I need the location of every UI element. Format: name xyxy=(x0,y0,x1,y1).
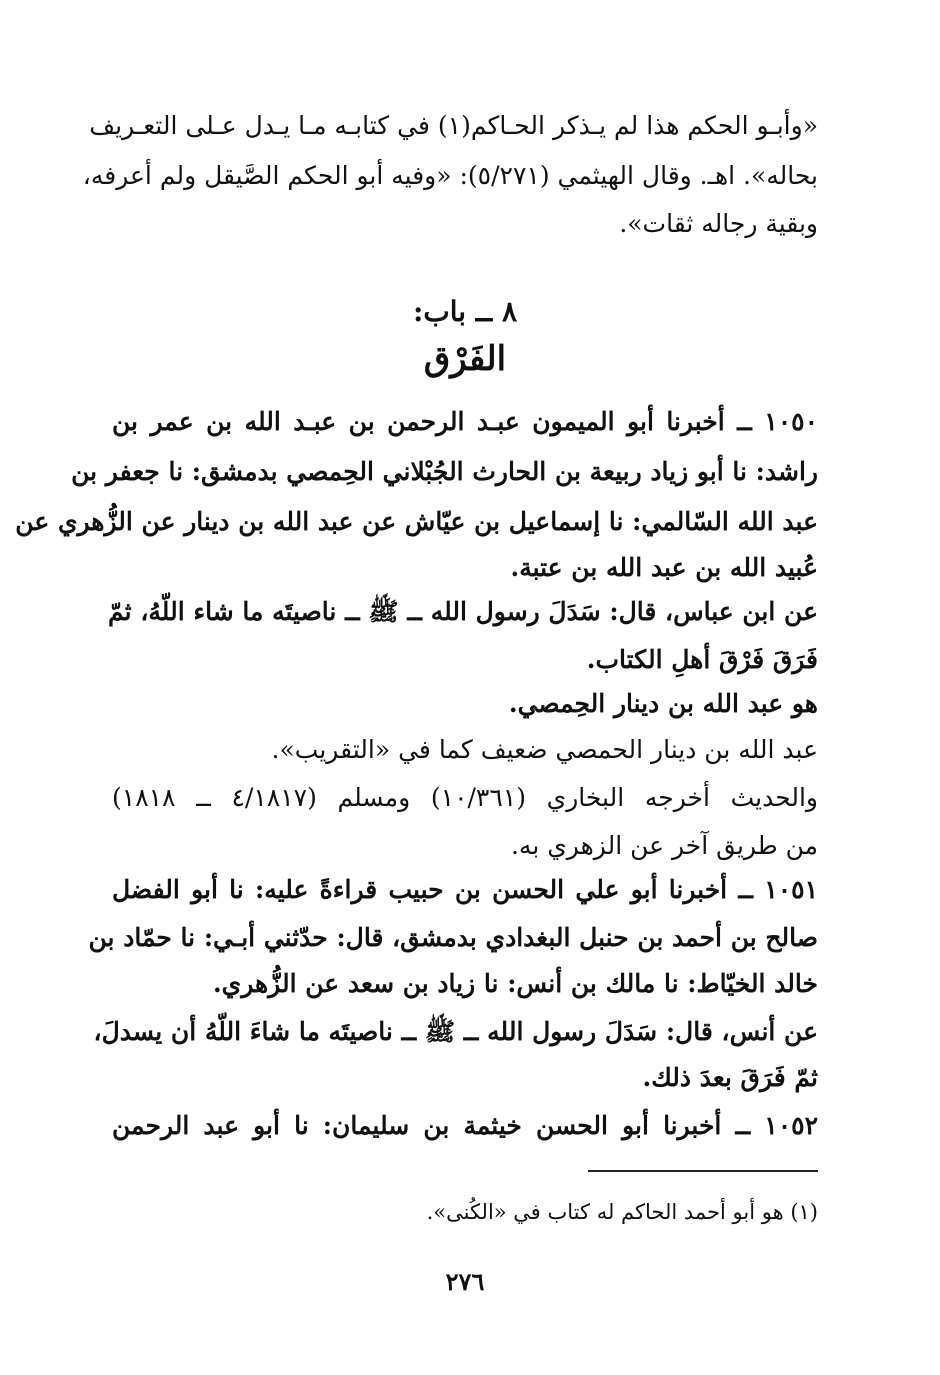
commentary-grading: عبد الله بن دينار الحمصي ضعيف كما في «التقريب». xyxy=(271,735,818,764)
chapter-title: الفَرْق xyxy=(423,339,507,379)
hadith-1050-matn-line-1: عن ابن عباس، قال: سَدَلَ رسول الله ــ ﷺ ــ ناصيتَه ما شاء اللّهُ، ثمّ xyxy=(108,597,818,626)
hadith-1051-matn-line-2: ثمّ فَرَقَ بعدَ ذلك. xyxy=(642,1063,818,1092)
hadith-1050-isnad-line-2: راشد: نا أبو زياد ربيعة بن الحارث الجُبْلاني الحِمصي بدمشق: نا جعفر بن xyxy=(71,457,818,486)
hadith-1050-isnad-line-1: ١٠٥٠ ــ أخبرنا أبو الميمون عبـد الرحمن بن عبـد الله بن عمر بن xyxy=(112,407,818,436)
hadith-1051-isnad-line-3: خالد الخيّاط: نا مالك بن أنس: نا زياد بن سعد عن الزُّهري. xyxy=(212,969,818,998)
intro-line-3: وبقية رجاله ثقات». xyxy=(619,209,818,238)
intro-line-1: «وأبـو الحكم هذا لم يـذكر الحـاكم(١) في كتابـه مـا يـدل عـلى التعـريف xyxy=(89,111,818,140)
hadith-1051-isnad-line-2: صالح بن أحمد بن حنبل البغدادي بدمشق، قال: حدّثني أبـي: نا حمّاد بن xyxy=(88,923,818,952)
footnote-divider xyxy=(588,1170,818,1172)
hadith-1052-isnad-line-1: ١٠٥٢ ــ أخبرنا أبو الحسن خيثمة بن سليمان: نا أبو عبد الرحمن xyxy=(112,1111,818,1140)
page-number: ٢٧٦ xyxy=(445,1267,485,1296)
hadith-1051-isnad-line-1: ١٠٥١ ــ أخبرنا أبو علي الحسن بن حبيب قراءةً عليه: نا أبو الفضل xyxy=(112,875,818,904)
takhrij-line-1: والحديث أخرجه البخاري (١٠/٣٦١) ومسلم (٤/١٨١٧ ــ ١٨١٨) xyxy=(112,783,818,812)
footnote: (١) هو أبو أحمد الحاكم له كتاب في «الكُنى». xyxy=(426,1200,818,1224)
takhrij-line-2: من طريق آخر عن الزهري به. xyxy=(510,831,818,860)
hadith-1050-matn-line-2: فَرَقَ فَرْقَ أهلِ الكتاب. xyxy=(586,645,818,674)
chapter-number: ٨ ــ باب: xyxy=(413,295,517,328)
hadith-1050-isnad-line-3: عبد الله السّالمي: نا إسماعيل بن عيّاش عن عبد الله بن دينار عن الزُّهري عن xyxy=(15,507,818,536)
commentary-bold-note: هو عبد الله بن دينار الحِمصي. xyxy=(508,689,818,718)
hadith-1050-isnad-line-4: عُبيد الله بن عبد الله بن عتبة. xyxy=(510,553,818,582)
intro-line-2: بحاله». اهـ. وقال الهيثمي (٥/٢٧١): «وفيه أبو الحكم الصَّيقل ولم أعرفه، xyxy=(82,161,818,190)
hadith-1051-matn-line-1: عن أنس، قال: سَدَلَ رسول الله ــ ﷺ ــ ناصيتَه ما شاءَ اللّهُ أن يسدلَ، xyxy=(93,1017,818,1046)
document-page xyxy=(15,0,818,1375)
